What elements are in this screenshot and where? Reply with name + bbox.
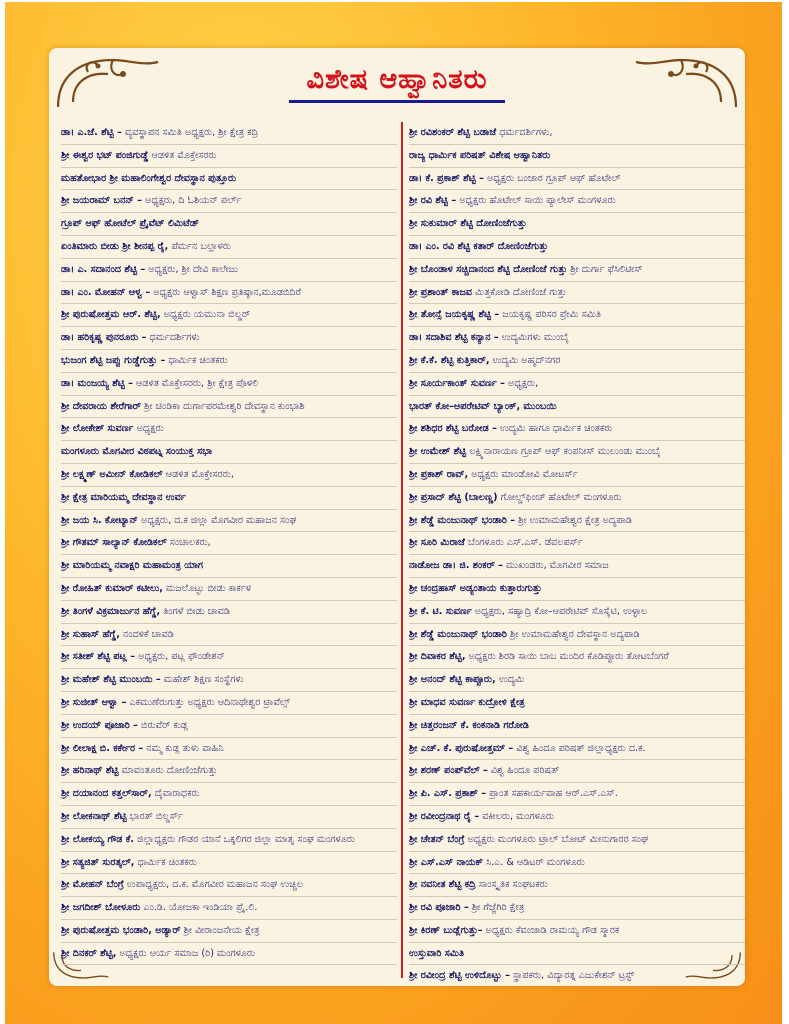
guest-role: ನಮ್ಮ ಕುಡ್ಲ ತುಳು ವಾಹಿನಿ xyxy=(146,742,224,754)
guest-role: ಧಾರ್ಮಿಕ ಚಿಂತಕರು xyxy=(137,856,197,868)
guest-name: ಶ್ರೀ ತಿಂಗಳೆ ವಿಕ್ರಮಾರ್ಜುನ ಹೆಗ್ಡೆ, xyxy=(61,605,161,617)
guest-name: ಡಾ। ಎಂ. ಮೋಹನ್ ಆಳ್ವ – xyxy=(61,286,151,298)
list-item xyxy=(409,236,745,259)
list-item xyxy=(61,236,397,259)
guest-name: ಡಾ। ಎ.ಜೆ. ಶೆಟ್ಟಿ – xyxy=(61,127,122,138)
guest-name: ಮಂಗಳೂರು ಮೊಗವೀರ ವಿಠಪಟ್ನ ಸಂಯುಕ್ತ ಸಭಾ xyxy=(61,446,213,458)
guest-name: ಶ್ರೀ ಬೊಂಡಾಳ ಸಚ್ಚಿದಾನಂದ ಶೆಟ್ಟಿ ದೋಣಿಂಜೆ ಗುತ್ತು xyxy=(409,263,568,275)
guest-role: ಅಧ್ಯಕ್ಷರು ಹೊಟೇಲ್ ಸಾಯಿ ಪ್ಯಾಲೇಸ್ ಮಂಗಳೂರು xyxy=(459,195,616,207)
list-item xyxy=(409,122,745,145)
list-item xyxy=(61,327,397,350)
guest-role: ಪೆರ್ಮನ ಬಲ್ಲಾಳರು xyxy=(171,240,231,252)
list-item xyxy=(61,874,397,897)
guest-name: ಶ್ರೀ ಗೌತಮ್ ಸಾಲ್ಯಾನ್ ಕೋಡಿಕಲ್ xyxy=(61,537,167,549)
list-item xyxy=(409,418,745,441)
list-item xyxy=(409,897,745,920)
guest-role: ಉಪಾಧ್ಯಕ್ಷರು, ದ.ಕ. ಮೊಗವೀರ ಮಹಾಜನ ಸಂಘ ಉಚ್ಚಿಲ xyxy=(126,879,303,891)
list-item xyxy=(409,760,745,783)
list-item xyxy=(61,578,397,601)
guest-role: ಅಧ್ಯಕ್ಷರು, xyxy=(508,377,539,389)
title-underline xyxy=(289,100,505,103)
list-item xyxy=(409,532,745,555)
guest-role: ಪ್ರಾಂತ ಸಹಕಾರ್ಯವಾಹ ಆರ್.ಎಸ್.ಎಸ್. xyxy=(489,788,618,800)
guest-role: ಜಯಕೃಷ್ಣ ಪರಿಸರ ಪ್ರೇಮಿ ಸಮಿತಿ xyxy=(502,309,602,321)
list-item xyxy=(61,190,397,213)
list-item xyxy=(409,510,745,533)
guest-name: ಶ್ರೀ ಶಶಿಧರ ಶೆಟ್ಟಿ ಬರೋಡ – xyxy=(409,423,497,435)
guest-name: ಶ್ರೀ ಸೂರ್ಯಕಾಂತ್ ಸುವರ್ಣ – xyxy=(409,377,505,389)
list-item xyxy=(61,760,397,783)
guest-role: ಧರ್ಮದರ್ಶಿಗಳು xyxy=(149,332,200,344)
list-item xyxy=(61,624,397,647)
guest-role: ಉದ್ಯಮಿ ಹಾಗೂ ಧಾರ್ಮಿಕ ಚಿಂತಕರು xyxy=(500,423,613,435)
guest-name: ಶ್ರೀ ಸತೀಶ್ ಶೆಟ್ಟಿ ಪಟ್ಲ – xyxy=(61,651,136,663)
list-item xyxy=(409,213,745,236)
guest-role: ಶ್ರೀ ಉಮಾಮಹೇಶ್ವರ ದೇವಸ್ಥಾನ ಅದ್ಯಪಾಡಿ xyxy=(510,628,640,640)
guest-role: ಅಧ್ಯಕ್ಷರು ಆರ್ಯ ಸಮಾಜ (ರಿ) ಮಂಗಳೂರು xyxy=(119,947,256,959)
list-item xyxy=(409,738,745,761)
guest-role: ವಿಶ್ವ ಹಿಂದೂ ಪರಿಷತ್ xyxy=(490,765,560,777)
guest-role: ಉದ್ಯಮಿ ಅಹ್ಮದ್‌ನಗರ xyxy=(492,354,561,366)
page-title: ವಿಶೇಷ ಆಹ್ವಾನಿತರು xyxy=(306,64,488,95)
guest-name: ಶ್ರೀ ಸುಹಾಸ್ ಹೆಗ್ಡೆ, xyxy=(61,628,120,640)
guest-role: ಭಾರತ್ ಬಿಲ್ಡರ್ಸ್ xyxy=(129,810,183,822)
guest-name: ಶ್ರೀ ಲೋಕಯ್ಯ ಗೌಡ ಕೆ. xyxy=(61,833,135,845)
guest-role: ಮಹೇಶ್ ಶಿಕ್ಷಣ ಸಂಸ್ಥೆಗಳು xyxy=(163,674,244,686)
list-item xyxy=(61,373,397,396)
guest-role: ಆಡಳಿತ ಮೊಕ್ತೇಸರರು, ಶ್ರೀ ಕ್ಷೇತ್ರ ಪೊಳಲಿ xyxy=(136,377,259,389)
guest-name: ಶ್ರೀ ಮಾರಿಯಮ್ಮ ನವಾಕ್ಷರಿ ಮಹಾಮಂತ್ರ ಯಾಗ xyxy=(61,560,204,572)
guest-name: ಶ್ರೀ ಎಚ್. ಕೆ. ಪುರುಷೋತ್ತಮ್ – xyxy=(409,742,514,754)
list-item xyxy=(409,852,745,875)
guest-name: ಶ್ರೀ ಲೋಕನಾಥ್ ಶೆಟ್ಟಿ xyxy=(61,810,127,822)
guest-name: ಶ್ರೀ ಸೂರಿ ಮಿರಾಜೆ xyxy=(409,537,465,549)
guest-name: ಶ್ರೀ ಚೇತನ್ ಬೆಂಗ್ರೆ xyxy=(409,833,465,845)
list-item xyxy=(61,122,397,145)
guest-name: ಡಾ। ಎ. ಸದಾನಂದ ಶೆಟ್ಟಿ – xyxy=(61,263,146,275)
guest-name: ಶ್ರೀ ಕ್ಷೇತ್ರ ಮಾರಿಯಮ್ಮ ದೇವಸ್ಥಾನ ಉರ್ವ xyxy=(61,491,186,503)
guest-name: ಶ್ರೀ ಪುರುಷೋತ್ತಮ ಭಂಡಾರಿ, ಅಡ್ಯಾರ್ xyxy=(61,924,181,936)
guest-name: ಶ್ರೀ ಜಯ ಸಿ. ಕೋಟ್ಯಾನ್ xyxy=(61,514,138,526)
guest-name: ಶ್ರೀ ರವೀಂದ್ರನಾಥ ರೈ – xyxy=(409,810,480,822)
list-item xyxy=(61,532,397,555)
guest-role: ಅಧ್ಯಕ್ಷರು, ದ.ಕ ಜಿಲ್ಲಾ ಮೊಗವೀರ ಮಹಾಜನ ಸಂಘ xyxy=(141,514,297,526)
guest-name: ನಾಡೋಜ ಡಾ। ಜಿ. ಶಂಕರ್ – xyxy=(409,560,503,572)
guest-role: ಗೋಲ್ಡ್‌ಫಿಂಚ್ ಹೊಟೇಲ್ ಮಂಗಳೂರು xyxy=(500,491,622,503)
guest-name: ಶ್ರೀ ಉದಯ್ ಪೂಜಾರಿ – xyxy=(61,719,138,731)
list-item xyxy=(61,350,397,373)
list-item xyxy=(61,897,397,920)
guest-name: ಶ್ರೀ ಪ್ರಶಾಂತ್ ಕಾಜವ xyxy=(409,286,473,298)
poster-background xyxy=(5,2,782,1024)
list-item xyxy=(409,624,745,647)
list-item xyxy=(409,874,745,897)
guest-role: ಅಧ್ಯಕ್ಷರು, ಸಹ್ಯಾದ್ರಿ ಕೋ–ಆಪರೇಟಿವ್ ಸೊಸೈಟಿ, ಉಳ್ಳಾಲ xyxy=(474,605,648,617)
list-item xyxy=(61,943,397,966)
content-panel xyxy=(49,48,745,986)
guest-role: ವಿಶ್ವ ಹಿಂದೂ ಪರಿಷತ್ ಜಿಲ್ಲಾಧ್ಯಕ್ಷರು ದ.ಕ. xyxy=(516,742,646,754)
list-item xyxy=(409,715,745,738)
guest-role: ಬಿರುವೆರ್ ಕುಡ್ಲ xyxy=(141,719,189,731)
guest-name: ಮಹತೋಭಾರ ಶ್ರೀ ಮಹಾಲಿಂಗೇಶ್ವರ ದೇವಸ್ಥಾನ ಪುತ್ತೂರು xyxy=(61,172,237,184)
guest-name: ಶ್ರೀ ಶೆಡ್ಡೆ ಮಂಜುನಾಥ್ ಭಂಡಾರಿ xyxy=(409,628,507,640)
guest-name: ಶ್ರೀ ಶೆಡ್ಡೆ ಮಂಜುನಾಥ್ ಭಂಡಾರಿ – xyxy=(409,514,516,526)
guest-name: ಶ್ರೀ ಪುರುಷೋತ್ತಮ ಆರ್. ಶೆಟ್ಟಿ, xyxy=(61,309,161,321)
guest-role: ಬೆಂಗಳೂರು ಎಸ್.ಎಸ್. ಡೆವಲಪರ್ಸ್ xyxy=(467,537,583,549)
guest-role: ಎಕಮುಣೆರುಗುತ್ತು ಅಧ್ಯಕ್ಷರು ಆದಿನಾಥೇಶ್ವರ ಟ್ರಾವೆಲ್ಸ್ xyxy=(129,696,291,708)
list-item xyxy=(409,259,745,282)
guest-name: ಶ್ರೀ ಲೀಲಾಕ್ಷ ಬಿ. ಕರ್ಕೇರ – xyxy=(61,742,144,754)
guest-name: ಶ್ರೀ ದೇವರಾಯ ಶೇರೆಗಾರ್ xyxy=(61,400,141,412)
guest-role: ಧರ್ಮದರ್ಶಿಗಳು, xyxy=(499,127,553,138)
guest-role: ಮಿತ್ತಕೋಡಿ ದೋಣಿಂಜೆ ಗುತ್ತು xyxy=(475,286,567,298)
guest-name: ಶ್ರೀ ಈಶ್ವರ ಭಟ್ ಪಂಜಿಗುಡ್ಡೆ xyxy=(61,149,149,161)
guest-role: ಮಜಲೊಟ್ಟು ಬೀಡು ಕಾರ್ಕಳ xyxy=(165,582,251,594)
guest-name: ಶ್ರೀ ಶರಣ್ ಪಂಪ್‌ವೆಲ್ – xyxy=(409,765,488,777)
list-item xyxy=(61,418,397,441)
list-item xyxy=(61,555,397,578)
guest-name: ಶ್ರೀ ದಯಾನಂದ ಕತ್ತಲ್‌ಸಾರ್, xyxy=(61,788,152,800)
guest-name: ಗ್ರೂಪ್ ಆಫ್ ಹೋಟೆಲ್ ಪ್ರೈವೆಟ್ ಲಿಮಿಟೆಡ್ xyxy=(61,218,200,230)
list-item xyxy=(61,601,397,624)
guest-role: ತಿಂಗಳೆ ಬೀಡು ಚಾವಡಿ xyxy=(163,605,230,617)
guest-name: ಭಾರತ್ ಕೋ–ಆಪರೇಟಿವ್ ಬ್ಯಾಂಕ್, ಮುಂಬಯಿ xyxy=(409,400,557,412)
guest-role: ಮುಖಂಡರು, ಮೊಗವೀರ ಸಮಾಜ xyxy=(506,560,609,572)
guest-name: ಶ್ರೀ ಸತ್ಯಜಿತ್ ಸುರತ್ಕಲ್, xyxy=(61,856,135,868)
list-item xyxy=(409,282,745,305)
list-item xyxy=(61,396,397,419)
list-item xyxy=(409,692,745,715)
guest-role: ಅಧ್ಯಕ್ಷರು ಕೆವಂಜಾಡಿ ರಾಮಯ್ಯ ಗೌಡ ಸ್ಮಾರಕ xyxy=(485,924,620,936)
guest-name: ಶ್ರೀ ಆನಂದ್ ಶೆಟ್ಟಿ ಕಾಪ್ಪೂರು, xyxy=(409,674,496,686)
list-item xyxy=(61,145,397,168)
guest-role: ಅಧ್ಯಕ್ಷರು xyxy=(136,423,164,435)
guest-role: ಶ್ರೀ ಉಮಾಮಹೇಶ್ವರ ಕ್ಷೇತ್ರ ಅದ್ಯಪಾಡಿ xyxy=(518,514,632,526)
guest-name: ಡಾ। ಮಂಜಯ್ಯ ಶೆಟ್ಟಿ – xyxy=(61,377,133,389)
list-item xyxy=(409,304,745,327)
list-item xyxy=(61,304,397,327)
guest-role: ಅಧ್ಯಕ್ಷರು ಬಂಜಾರ ಗ್ರೂಪ್ ಆಫ್ ಹೊಟೇಲ್ xyxy=(486,172,621,184)
guest-name: ಶ್ರೀ ಕೆ. ಟಿ. ಸುವರ್ಣ xyxy=(409,605,472,617)
list-item xyxy=(409,555,745,578)
guest-name: ಶ್ರೀ ರವೀಂದ್ರ ಶೆಟ್ಟಿ ಉಳಿದೊಟ್ಟು – xyxy=(409,970,510,982)
guest-name: ಶ್ರೀ ದಿನಕರ್ ಶೆಟ್ಟಿ, xyxy=(61,947,117,959)
guest-role: ಸಿ.ಎ. & ಆಡಿಟರ್ ಮಂಗಳೂರು xyxy=(485,856,585,868)
guest-role: ಅಧ್ಯಕ್ಷರು, ದಿ ಓಶಿಯನ್ ಪರ್ಲ್ xyxy=(145,195,242,207)
guest-name: ಶ್ರೀ ಮೋಹನ್ ಬೆಂಗ್ರೆ xyxy=(61,879,124,891)
guest-name: ಶ್ರೀ ಪಿ. ಎಸ್. ಪ್ರಕಾಶ್ – xyxy=(409,788,487,800)
guest-role: ಶ್ರೀ ವೀರಾಂಜನೇಯ ಕ್ಷೇತ್ರ xyxy=(183,924,260,936)
guest-role: ಅಧ್ಯಕ್ಷರು ಮಂಗಳೂರು ಟ್ರಾಲ್ ಬೋಟ್ ಮೀನುಗಾರರ ಸಂಘ xyxy=(467,833,649,845)
guest-role: ಶ್ರೀ ದುರ್ಗಾ ಫೆಸಿಲಿಟೀಸ್ xyxy=(570,263,643,275)
guest-role: ಆಡಳಿತ ಮೊಕ್ತೇಸರರು xyxy=(151,149,217,161)
list-item xyxy=(61,715,397,738)
list-item xyxy=(409,669,745,692)
guest-name: ಶ್ರೀ ಎಸ್.ಎಸ್ ನಾಯಕ್ xyxy=(409,856,483,868)
guest-role: ದೈವಾರಾಧಕರು xyxy=(154,788,200,800)
list-item xyxy=(61,920,397,943)
guest-role: ಅಧ್ಯಕ್ಷರು ಯಮುನಾ ಬಿಲ್ಡರ್ xyxy=(163,309,251,321)
list-item xyxy=(61,852,397,875)
guest-role: ಉದ್ಯಮಿಗಳು ಮುಂಬೈ xyxy=(501,332,569,344)
list-item xyxy=(409,487,745,510)
guest-role: ವಕೀಲರು, ಮಂಗಳೂರು xyxy=(482,810,555,822)
guest-name: ಶ್ರೀ ಚಿತ್ತರಂಜನ್ ಕೆ. ಕಂಕನಾಡಿ ಗರೋಡಿ xyxy=(409,719,529,731)
list-item xyxy=(409,441,745,464)
guest-role: ಶ್ರೀ ಗೆಜ್ಜೆಗಿರಿ ಕ್ಷೇತ್ರ xyxy=(471,902,525,914)
list-item xyxy=(409,373,745,396)
guest-name: ಭುಜಂಗ ಶೆಟ್ಟಿ ಜಪ್ಪು ಗುಡ್ಡೆಗುತ್ತು – xyxy=(61,354,166,366)
guest-role: ಅಧ್ಯಕ್ಷರು ಆಳ್ವಾಸ್ ಶಿಕ್ಷಣ ಪ್ರತಿಷ್ಠಾನ,ಮೂಡಬಿದಿರೆ xyxy=(153,286,302,298)
guest-name: ಶ್ರೀ ರವಿಶಂಕರ್ ಶೆಟ್ಟಿ ಬಡಾಜೆ xyxy=(409,127,497,138)
list-item xyxy=(409,396,745,419)
list-item xyxy=(61,806,397,829)
guest-role: ಉದ್ಯಮಿ xyxy=(498,674,525,686)
guest-role: ವ್ಯವಸ್ಥಾಪನ ಸಮಿತಿ ಅಧ್ಯಕ್ಷರು, ಶ್ರೀ ಕ್ಷೇತ್ರ ಕದ್ರಿ xyxy=(124,127,259,138)
list-item xyxy=(61,692,397,715)
list-item xyxy=(409,350,745,373)
guest-name: ಶ್ರೀ ರವಿ ಪೂಜಾರಿ – xyxy=(409,902,469,914)
list-item xyxy=(61,510,397,533)
list-item xyxy=(61,259,397,282)
list-item xyxy=(409,464,745,487)
guest-name: ಉಸ್ತುವಾರಿ ಸಮಿತಿ xyxy=(409,947,465,959)
guest-role: ಮಾವಂತೂರು ದೋಣಿಂಜೆಗುತ್ತು xyxy=(121,765,218,777)
list-item xyxy=(409,829,745,852)
guest-name: ಶ್ರೀ ಸುಜೀತ್ ಆಳ್ವಾ – xyxy=(61,696,127,708)
guest-name: ಡಾ। ಹರಿಕೃಷ್ಣ ಪುನರೂರು – xyxy=(61,332,147,344)
list-item xyxy=(409,943,745,966)
list-item xyxy=(61,282,397,305)
list-item xyxy=(409,168,745,191)
list-item xyxy=(61,487,397,510)
guest-name: ಶ್ರೀ ಕಿರಣ್ ಬುಡ್ಲೆಗುತ್ತು– xyxy=(409,924,483,936)
guest-role: ಅಧ್ಯಕ್ಷರು, ಶ್ರೀ ದೇವಿ ಕಾಲೇಜು xyxy=(148,263,239,275)
guest-name: ರಾಜ್ಯ ಧಾರ್ಮಿಕ ಪರಿಷತ್ ವಿಶೇಷ ಆಹ್ವಾನಿತರು xyxy=(409,149,551,161)
guest-name: ಶ್ರೀ ಚಂದ್ರಹಾಸ್ ಅಡ್ಯಂತಾಯ ಕುತ್ತಾರುಗುತ್ತು xyxy=(409,582,542,594)
guest-name: ಶ್ರೀ ಪ್ರಸಾದ್ ಶೆಟ್ಟಿ (ಬಾಲಣ್ಣ) xyxy=(409,491,498,503)
list-item xyxy=(61,669,397,692)
list-item xyxy=(61,464,397,487)
list-item xyxy=(409,646,745,669)
right-column xyxy=(409,122,745,986)
guest-name: ಶ್ರೀ ಪ್ರಕಾಶ್ ರಾವ್, xyxy=(409,468,469,480)
guest-role: ಸಂಚಾಲಕರು, xyxy=(169,537,211,549)
guest-name: ಶ್ರೀ ಹರಿನಾಥ್ ಶೆಟ್ಟಿ xyxy=(61,765,119,777)
list-item xyxy=(409,578,745,601)
guest-name: ಶ್ರೀ ದಿವಾಕರ ಶೆಟ್ಟಿ, xyxy=(409,651,466,663)
guest-name: ಡಾ। ಎಂ. ರವಿ ಶೆಟ್ಟಿ ಕತಾರ್ ದೋಣಿಂಜೆಗುತ್ತು xyxy=(409,240,549,252)
guest-role: ಅಧ್ಯಕ್ಷರು ಶಿರಡಿ ಸಾಯಿ ಬಾಬ ಮಂದಿರ ಕೊಡಿಪ್ಪೂರು ತೋಟಬೆಂಗರೆ xyxy=(468,651,669,663)
guest-role: ಸ್ಥಾಪಕರು, ವಿದ್ಯಾರತ್ನ ಎಜುಕೇಶನ್ ಟ್ರಸ್ಟ್ xyxy=(512,970,635,982)
guest-role: ಎಂ.ಡಿ. ಯೋಜಕಾ ಇಂಡಿಯಾ ಪ್ರೈ.ಲಿ. xyxy=(143,902,258,914)
guest-role: ಧಾರ್ಮಿಕ ಚಿಂತಕರು xyxy=(168,354,228,366)
guest-name: ಶ್ರೀ ಲೋಕೇಶ್ ಸುವರ್ಣ xyxy=(61,423,134,435)
column-divider xyxy=(401,122,403,978)
list-item xyxy=(409,190,745,213)
guest-name: ಶ್ರೀ ರವಿ ಶೆಟ್ಟಿ – xyxy=(409,195,457,207)
list-item xyxy=(61,441,397,464)
guest-role: ನಂದಳಿಕೆ ಚಾವಡಿ xyxy=(122,628,174,640)
guest-name: ಶ್ರೀ ಉಮೇಶ್ ಶೆಟ್ಟಿ xyxy=(409,446,467,458)
guest-role: ಆಡಳಿತ ಮೊಕ್ತೇಸರರು, xyxy=(165,468,234,480)
guest-name: ಶ್ರೀ ಜಯರಾಮ್ ಬನನ್ – xyxy=(61,195,142,207)
guest-role: ಸಾಂಸ್ಕೃತಿಕ ಸಂಘಟಕರು xyxy=(478,879,548,891)
list-item xyxy=(61,646,397,669)
list-item xyxy=(61,213,397,236)
list-item xyxy=(61,783,397,806)
guest-role: ಅಧ್ಯಕ್ಷರು ಮಾಂಡೋವಿ ಮೋಟರ್ಸ್ xyxy=(471,468,578,480)
guest-name: ಶ್ರೀ ತೋನ್ಸೆ ಜಯಕೃಷ್ಣ ಶೆಟ್ಟಿ – xyxy=(409,309,500,321)
guest-name: ಶ್ರೀ ಮಹೇಶ್ ಶೆಟ್ಟಿ ಮುಂಬಯಿ – xyxy=(61,674,161,686)
list-item xyxy=(409,965,745,986)
guest-name: ಶ್ರೀ ನವನೀತ ಶೆಟ್ಟಿ ಕದ್ರಿ xyxy=(409,879,476,891)
guest-name: ಡಾ। ಸದಾಶಿವ ಶೆಟ್ಟಿ ಕನ್ಯಾನ – xyxy=(409,332,499,344)
list-item xyxy=(61,168,397,191)
list-item xyxy=(409,783,745,806)
guest-name: ಶ್ರೀ ಸುಕುಮಾರ್ ಶೆಟ್ಟಿ ದೋಣಿಂಜೆಗುತ್ತು xyxy=(409,218,527,230)
guest-name: ಡಾ। ಕೆ. ಪ್ರಕಾಶ್ ಶೆಟ್ಟಿ – xyxy=(409,172,484,184)
guest-name: ಶ್ರೀ ಕೆ.ಕೆ. ಶೆಟ್ಟಿ ಕುತ್ತಿಕಾರ್, xyxy=(409,354,490,366)
guest-name: ಶ್ರೀ ರೋಹಿತ್ ಕುಮಾರ್ ಕಟೀಲು, xyxy=(61,582,163,594)
list-item xyxy=(61,829,397,852)
list-item xyxy=(409,806,745,829)
list-item xyxy=(409,601,745,624)
guest-name: ಶ್ರೀ ಜಗದೀಶ್ ಬೋಳೂರು xyxy=(61,902,141,914)
guest-role: ಶ್ರೀ ಚಂಡಿಕಾ ದುರ್ಗಾಪರಮೇಶ್ವರಿ ದೇವಸ್ಥಾನ ಕುಂಭಾಶಿ xyxy=(144,400,305,412)
guest-name: ಏಂತಿಮಾರು ಬೀಡು ಶ್ರೀ ಶೀನಪ್ಪ ರೈ, xyxy=(61,240,169,252)
guest-name: ಶ್ರೀ ಲಕ್ಷ್ಮಣ್ ಅಮೀನ್ ಕೋಡಿಕಲ್ xyxy=(61,468,163,480)
guest-name: ಶ್ರೀ ಮಾಧವ ಸುವರ್ಣ ಕುದ್ರೋಳಿ ಕ್ಷೇತ್ರ xyxy=(409,696,525,708)
guest-role: ಅಧ್ಯಕ್ಷರು, ಪಟ್ಲ ಫೌಂಡೇಶನ್ xyxy=(138,651,225,663)
guest-role: ಜಿಲ್ಲಾಧ್ಯಕ್ಷರು ಗೌಡರ ಯಾನೆ ಒಕ್ಕಲಿಗರ ಜಿಲ್ಲಾ ಮಾತೃ ಸಂಘ ಮಂಗಳೂರು xyxy=(137,833,356,845)
guest-role: ಲಕ್ಷ್ಮಿನಾರಾಯಣ ಗ್ರೂಪ್ ಆಫ್ ಕಂಪನೀಸ್ ಮುಲುಂಡು ಮುಂಬೈ xyxy=(469,446,661,458)
list-item xyxy=(61,738,397,761)
list-item xyxy=(409,327,745,350)
left-column xyxy=(61,122,397,965)
list-item xyxy=(409,145,745,168)
list-item xyxy=(409,920,745,943)
